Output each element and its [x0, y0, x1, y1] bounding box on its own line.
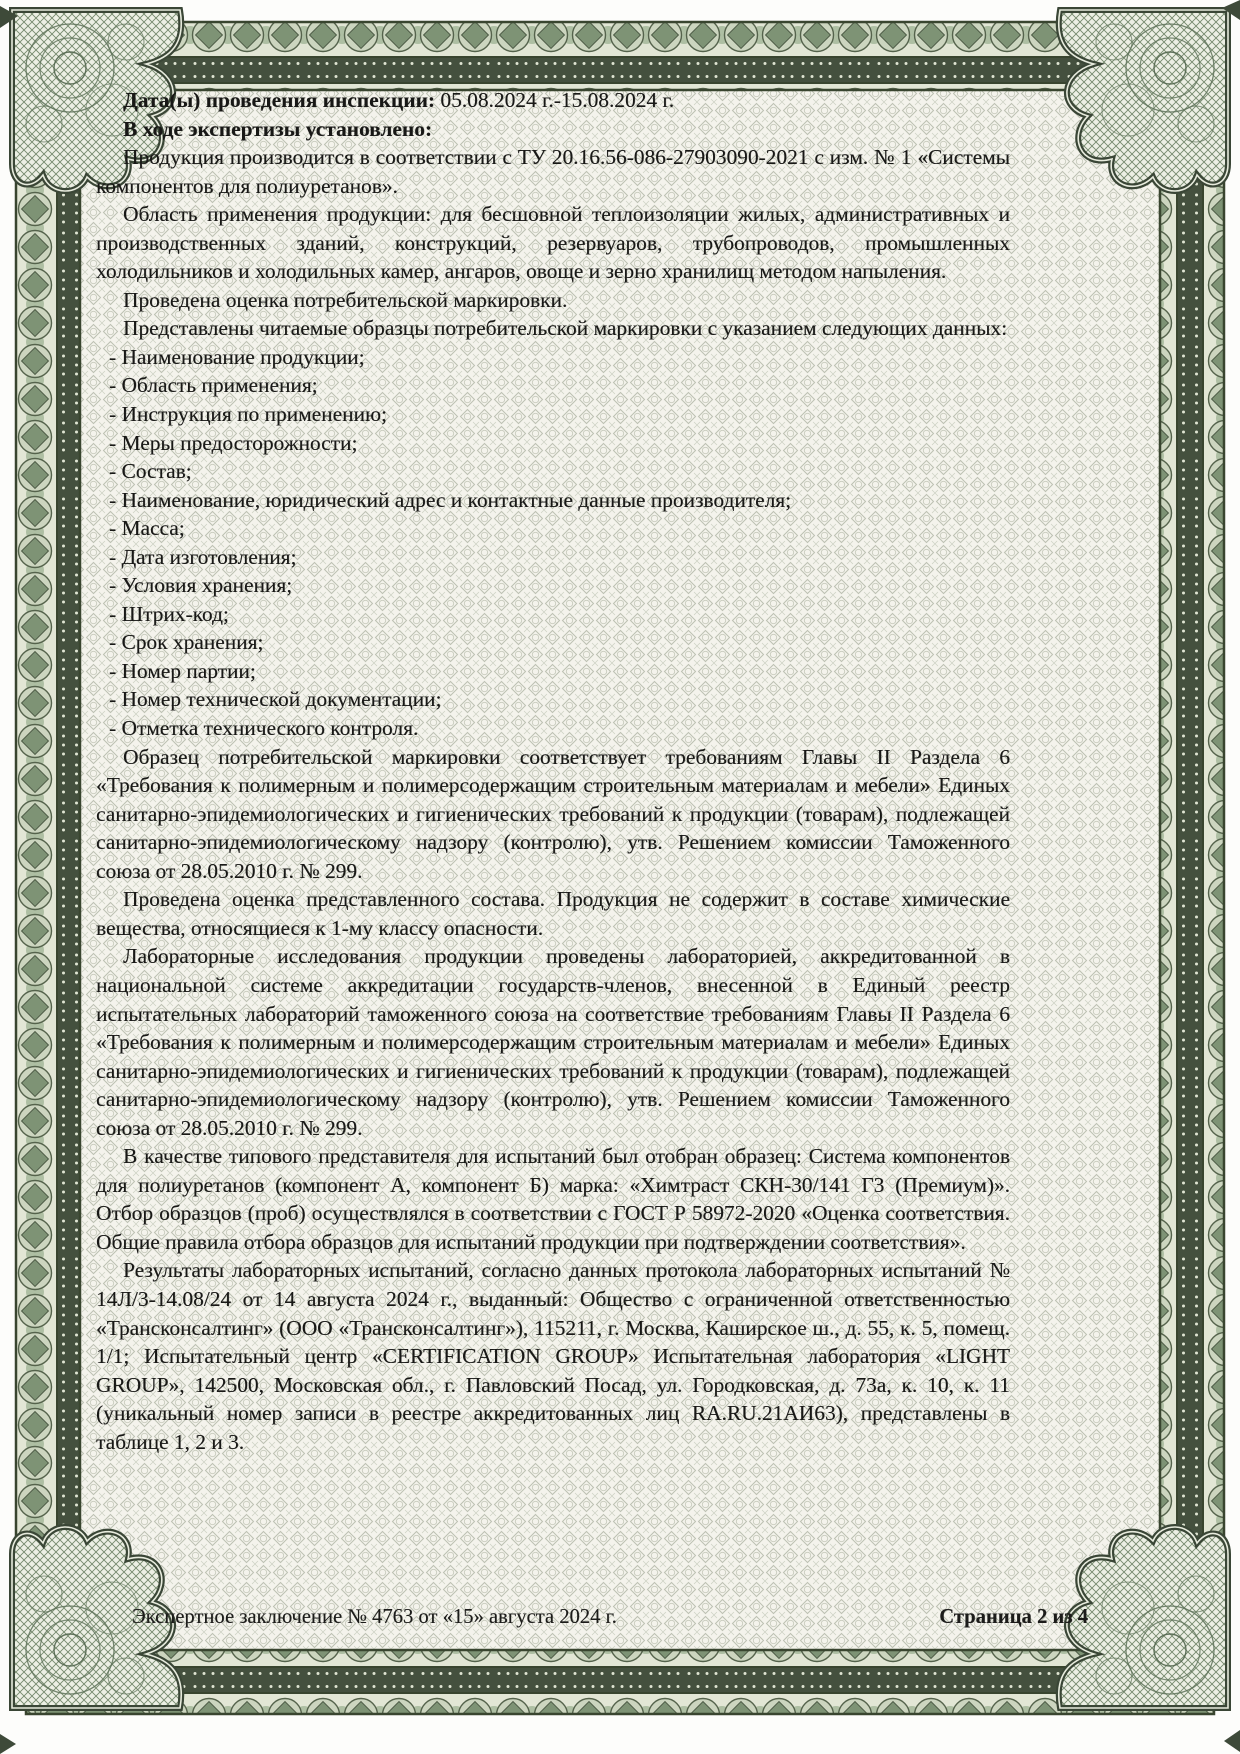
paragraph-marking-samples: Представлены читаемые образцы потребительской маркировки с указанием следующих данных:	[123, 316, 1008, 341]
marking-list-item: - Отметка технического контроля.	[109, 716, 419, 741]
paragraph-composition: Проведена оценка представленного состава. Продукция не содержит в составе химические вещества, относящиеся к 1-му классу опасности.	[96, 887, 1010, 940]
marking-list-item: - Штрих-код;	[109, 601, 229, 626]
inspection-dates-value: 05.08.2024 г.-15.08.2024 г.	[435, 88, 675, 112]
marking-list-item: - Наименование продукции;	[109, 344, 365, 369]
marking-items-list	[96, 343, 1010, 743]
marking-list-item: - Срок хранения;	[109, 630, 264, 655]
paragraph-lab-results: Результаты лабораторных испытаний, согласно данных протокола лабораторных испытаний № 14Л/3-14.08/24 от 14 августа 2024 г., выданный: Общество с ограниченной ответственностью «Трансконсалтинг» (ООО «Трансконсалтинг»), 115211, г. Москва, Каширское ш., д. 55, к. 5, помещ. 1/1; Испытательный центр «CERTIFICATION GROUP» Испытательная лаборатория «LIGHT GROUP», 142500, Московская обл., г. Павловский Посад, ул. Городковская, д. 73а, к. 10, к. 11 (уникальный номер записи в реестре аккредитованных лиц RA.RU.21АИ63), представлены в таблице 1, 2 и 3.	[96, 1258, 1010, 1454]
paragraph-production: Продукция производится в соответствии с ТУ 20.16.56-086-27903090-2021 с изм. № 1 «Системы компонентов для полиуретанов».	[96, 145, 1010, 198]
marking-list-item: - Инструкция по применению;	[109, 402, 387, 427]
footer-page-number: Страница 2 из 4	[939, 1606, 1088, 1628]
marking-list-item: - Наименование, юридический адрес и контактные данные производителя;	[109, 487, 792, 512]
page-footer	[96, 1606, 1088, 1629]
document-body	[96, 86, 1010, 1456]
established-heading: В ходе экспертизы установлено:	[123, 116, 433, 141]
paragraph-marking-assessment: Проведена оценка потребительской маркировки.	[123, 287, 568, 312]
inspection-dates-label: Дата(ы) проведения инспекции:	[123, 88, 436, 112]
marking-list-item: - Номер технической документации;	[109, 687, 442, 712]
marking-list-item: - Состав;	[109, 459, 192, 484]
marking-list-item: - Номер партии;	[109, 658, 256, 683]
paragraph-application-area: Область применения продукции: для бесшовной теплоизоляции жилых, административных и производственных зданий, конструкций, резервуаров, трубопроводов, промышленных холодильников и холодильных камер, ангаров, овоще и зерно хранилищ методом напыления.	[96, 202, 1010, 284]
paragraph-lab-accreditation: Лабораторные исследования продукции проведены лабораторией, аккредитованной в национальной системе аккредитации государств-членов, внесенной в Единый реестр испытательных лабораторий таможенного союза на соответствие требованиям Главы II Раздела 6 «Требования к полимерным и полимерсодержащим строительным материалам и мебели» Единых санитарно-эпидемиологических и гигиенических требований к продукции (товарам), подлежащей санитарно-эпидемиологическому надзору (контролю), утв. Решением комиссии Таможенного союза от 28.05.2010 г. № 299.	[96, 944, 1010, 1140]
marking-list-item: - Масса;	[109, 516, 185, 541]
inspection-dates-line	[96, 86, 1010, 115]
paragraph-marking-compliance: Образец потребительской маркировки соответствует требованиям Главы II Раздела 6 «Требования к полимерным и полимерсодержащим строительным материалам и мебели» Единых санитарно-эпидемиологических и гигиенических требований к продукции (товарам), подлежащей санитарно-эпидемиологическому надзору (контролю), утв. Решением комиссии Таможенного союза от 28.05.2010 г. № 299.	[96, 744, 1010, 883]
marking-list-item: - Дата изготовления;	[109, 544, 297, 569]
marking-list-item: - Область применения;	[109, 373, 318, 398]
marking-list-item: - Меры предосторожности;	[109, 430, 358, 455]
paragraph-sample-selection: В качестве типового представителя для испытаний был отобран образец: Система компонентов для полиуретанов (компонент А, компонент Б) марка: «Химтраст СКН-30/141 Г3 (Премиум)». Отбор образцов (проб) осуществлялся в соответствии с ГОСТ Р 58972-2020 «Оценка соответствия. Общие правила отбора образцов для испытаний продукции при подтверждении соответствия».	[96, 1144, 1010, 1254]
marking-list-item: - Условия хранения;	[109, 573, 293, 598]
footer-conclusion-number: Экспертное заключение № 4763 от «15» августа 2024 г.	[132, 1606, 617, 1628]
